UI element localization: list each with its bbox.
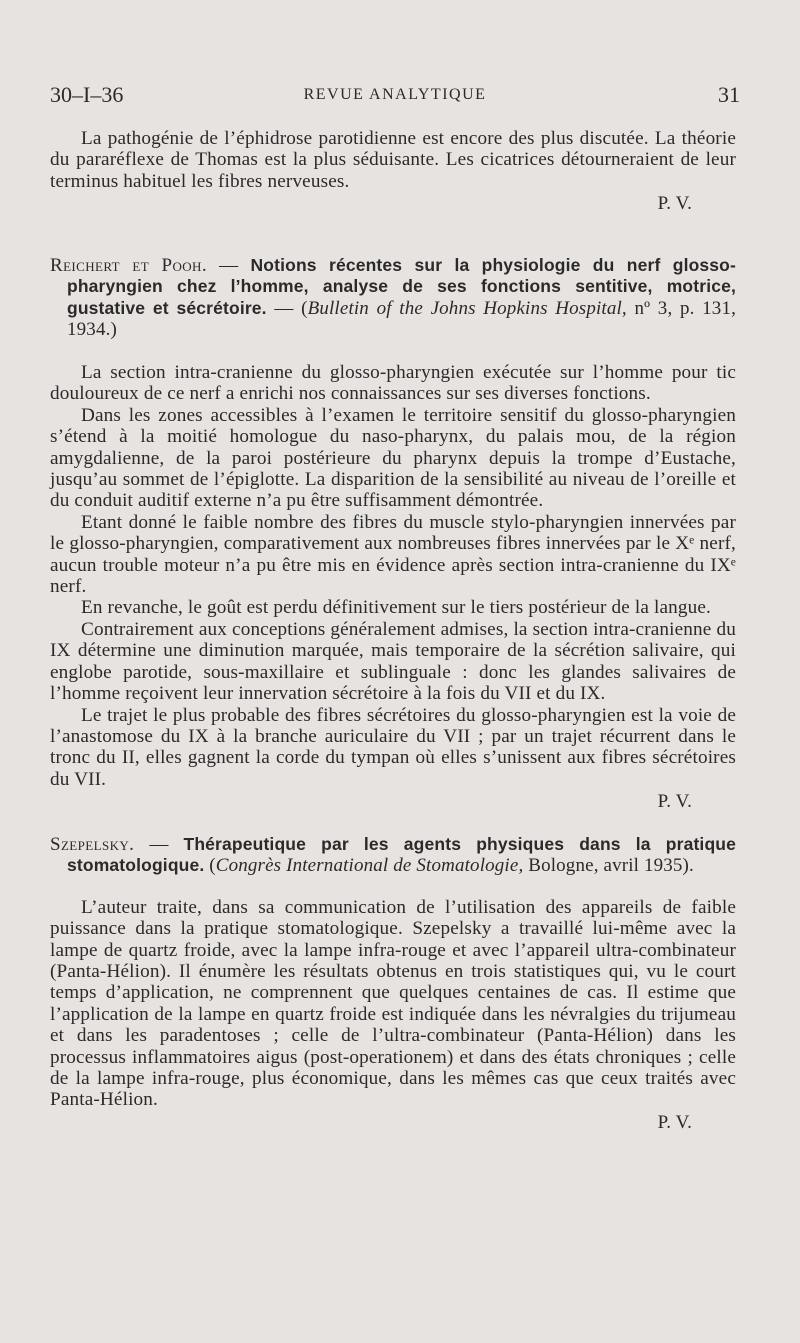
article1-dash: — [207, 254, 251, 276]
journal-title: REVUE ANALYTIQUE [303, 86, 487, 103]
article2-dash: — [134, 833, 184, 855]
article1-title: Notions récentes sur la physiologie du nerf glosso-pharyngien chez l’homme, analyse de ses fonctions sentitive, motrice, gustative et sécrétoire. [67, 254, 737, 318]
article1-dash-2: — [266, 297, 302, 319]
running-header [50, 82, 740, 112]
article2-signature: P. V. [657, 1111, 692, 1133]
issue-date: 30–I–36 [50, 82, 124, 107]
article1-heading [50, 255, 736, 341]
article1-authors: Reichert et Pooh. [50, 254, 207, 276]
article2-heading [50, 834, 736, 877]
article2-journal: Congrès International de Stomatologie, [215, 855, 524, 877]
article1-paragraph-6: Le trajet le plus probable des fibres sécrétoires du glosso-pharyngien est la voie de l’anastomose du IX à la branche auriculaire du VII ; par un trajet récurrent dans le tronc du II, elles gagnent la corde du tympan où elles s’unissent aux fibres sécrétoires du VII. [50, 704, 736, 790]
article1-signature: P. V. [657, 791, 692, 813]
article1-paragraph-3: Etant donné le faible nombre des fibres du muscle stylo-pharyngien innervées par le glosso-pharyngien, comparativement aux nombreuses fibres innervées par le Xᵉ nerf, aucun trouble moteur n’a pu être mis en évidence après section intra-cranienne du IXᵉ nerf. [50, 511, 736, 598]
article2-authors: Szepelsky. [50, 833, 135, 855]
page-body [50, 128, 736, 1133]
article1-paragraph-5: Contrairement aux conceptions généralement admises, la section intra-cranienne du IX détermine une diminution marquée, mais temporaire de la sécrétion salivaire, qui englobe parotide, sous-maxillaire et sublinguale : donc les glandes salivaires de l’homme reçoivent leur innervation sécrétoire à la fois du VII et du IX. [50, 618, 736, 705]
article2-paragraph-1: L’auteur traite, dans sa communication de l’utilisation des appareils de faible puissance dans la pratique stomatologique. Szepelsky a travaillé lui-même avec la lampe de quartz froide, avec la lampe infra-rouge et avec l’appareil ultra-combinateur (Panta-Hélion). Il énumère les résultats obtenus en trois statistiques qui, vu le court temps d’application, ne comprennent que quelques centaines de cas. Il estime que l’application de la lampe en quartz froide est indiquée dans les névralgies du trijumeau et dans les paradentoses ; celle de l’ultra-combinateur (Panta-Hélion) dans les processus inflammatoires aigus (post-operationem) et dans des états chroniques ; celle de la lampe infra-rouge, plus économique, dans les mêmes cas que ceux traités avec Panta-Hélion. [50, 896, 736, 1111]
intro-paragraph: La pathogénie de l’éphidrose parotidienne est encore des plus discutée. La théorie du pararéflexe de Thomas est la plus séduisante. Les cicatrices détourneraient de leur terminus habituel les fibres nerveuses. [50, 128, 736, 192]
article2-paren: ( [204, 855, 216, 877]
article1-citation: nº 3, p. 131, 1934.) [67, 297, 736, 341]
article1-paragraph-4: En revanche, le goût est perdu définitivement sur le tiers postérieur de la langue. [81, 597, 711, 619]
intro-signature: P. V. [657, 193, 692, 215]
article2-title: Thérapeutique par les agents physiques dans la pratique stomatologique. [67, 833, 737, 876]
article1-journal: Bulletin of the Johns Hopkins Hospital, [307, 297, 627, 319]
article2-citation: Bologne, avril 1935). [523, 855, 694, 877]
article1-paragraph-2: Dans les zones accessibles à l’examen le territoire sensitif du glosso-pharyngien s’étend à la moitié homologue du naso-pharynx, du palais mou, de la région amygdalienne, de la paroi postérieure du pharynx depuis la trompe d’Eustache, jusqu’au sommet de l’épiglotte. La disparition de la sensibilité au niveau de l’oreille et du conduit auditif externe n’a pu être suffisamment démontrée. [50, 404, 736, 512]
article1-paren: ( [301, 297, 308, 319]
page-number: 31 [718, 82, 740, 107]
article1-paragraph-1: La section intra-cranienne du glosso-pharyngien exécutée sur l’homme pour tic douloureux de ce nerf a enrichi nos connaissances sur ses diverses fonctions. [50, 362, 736, 405]
